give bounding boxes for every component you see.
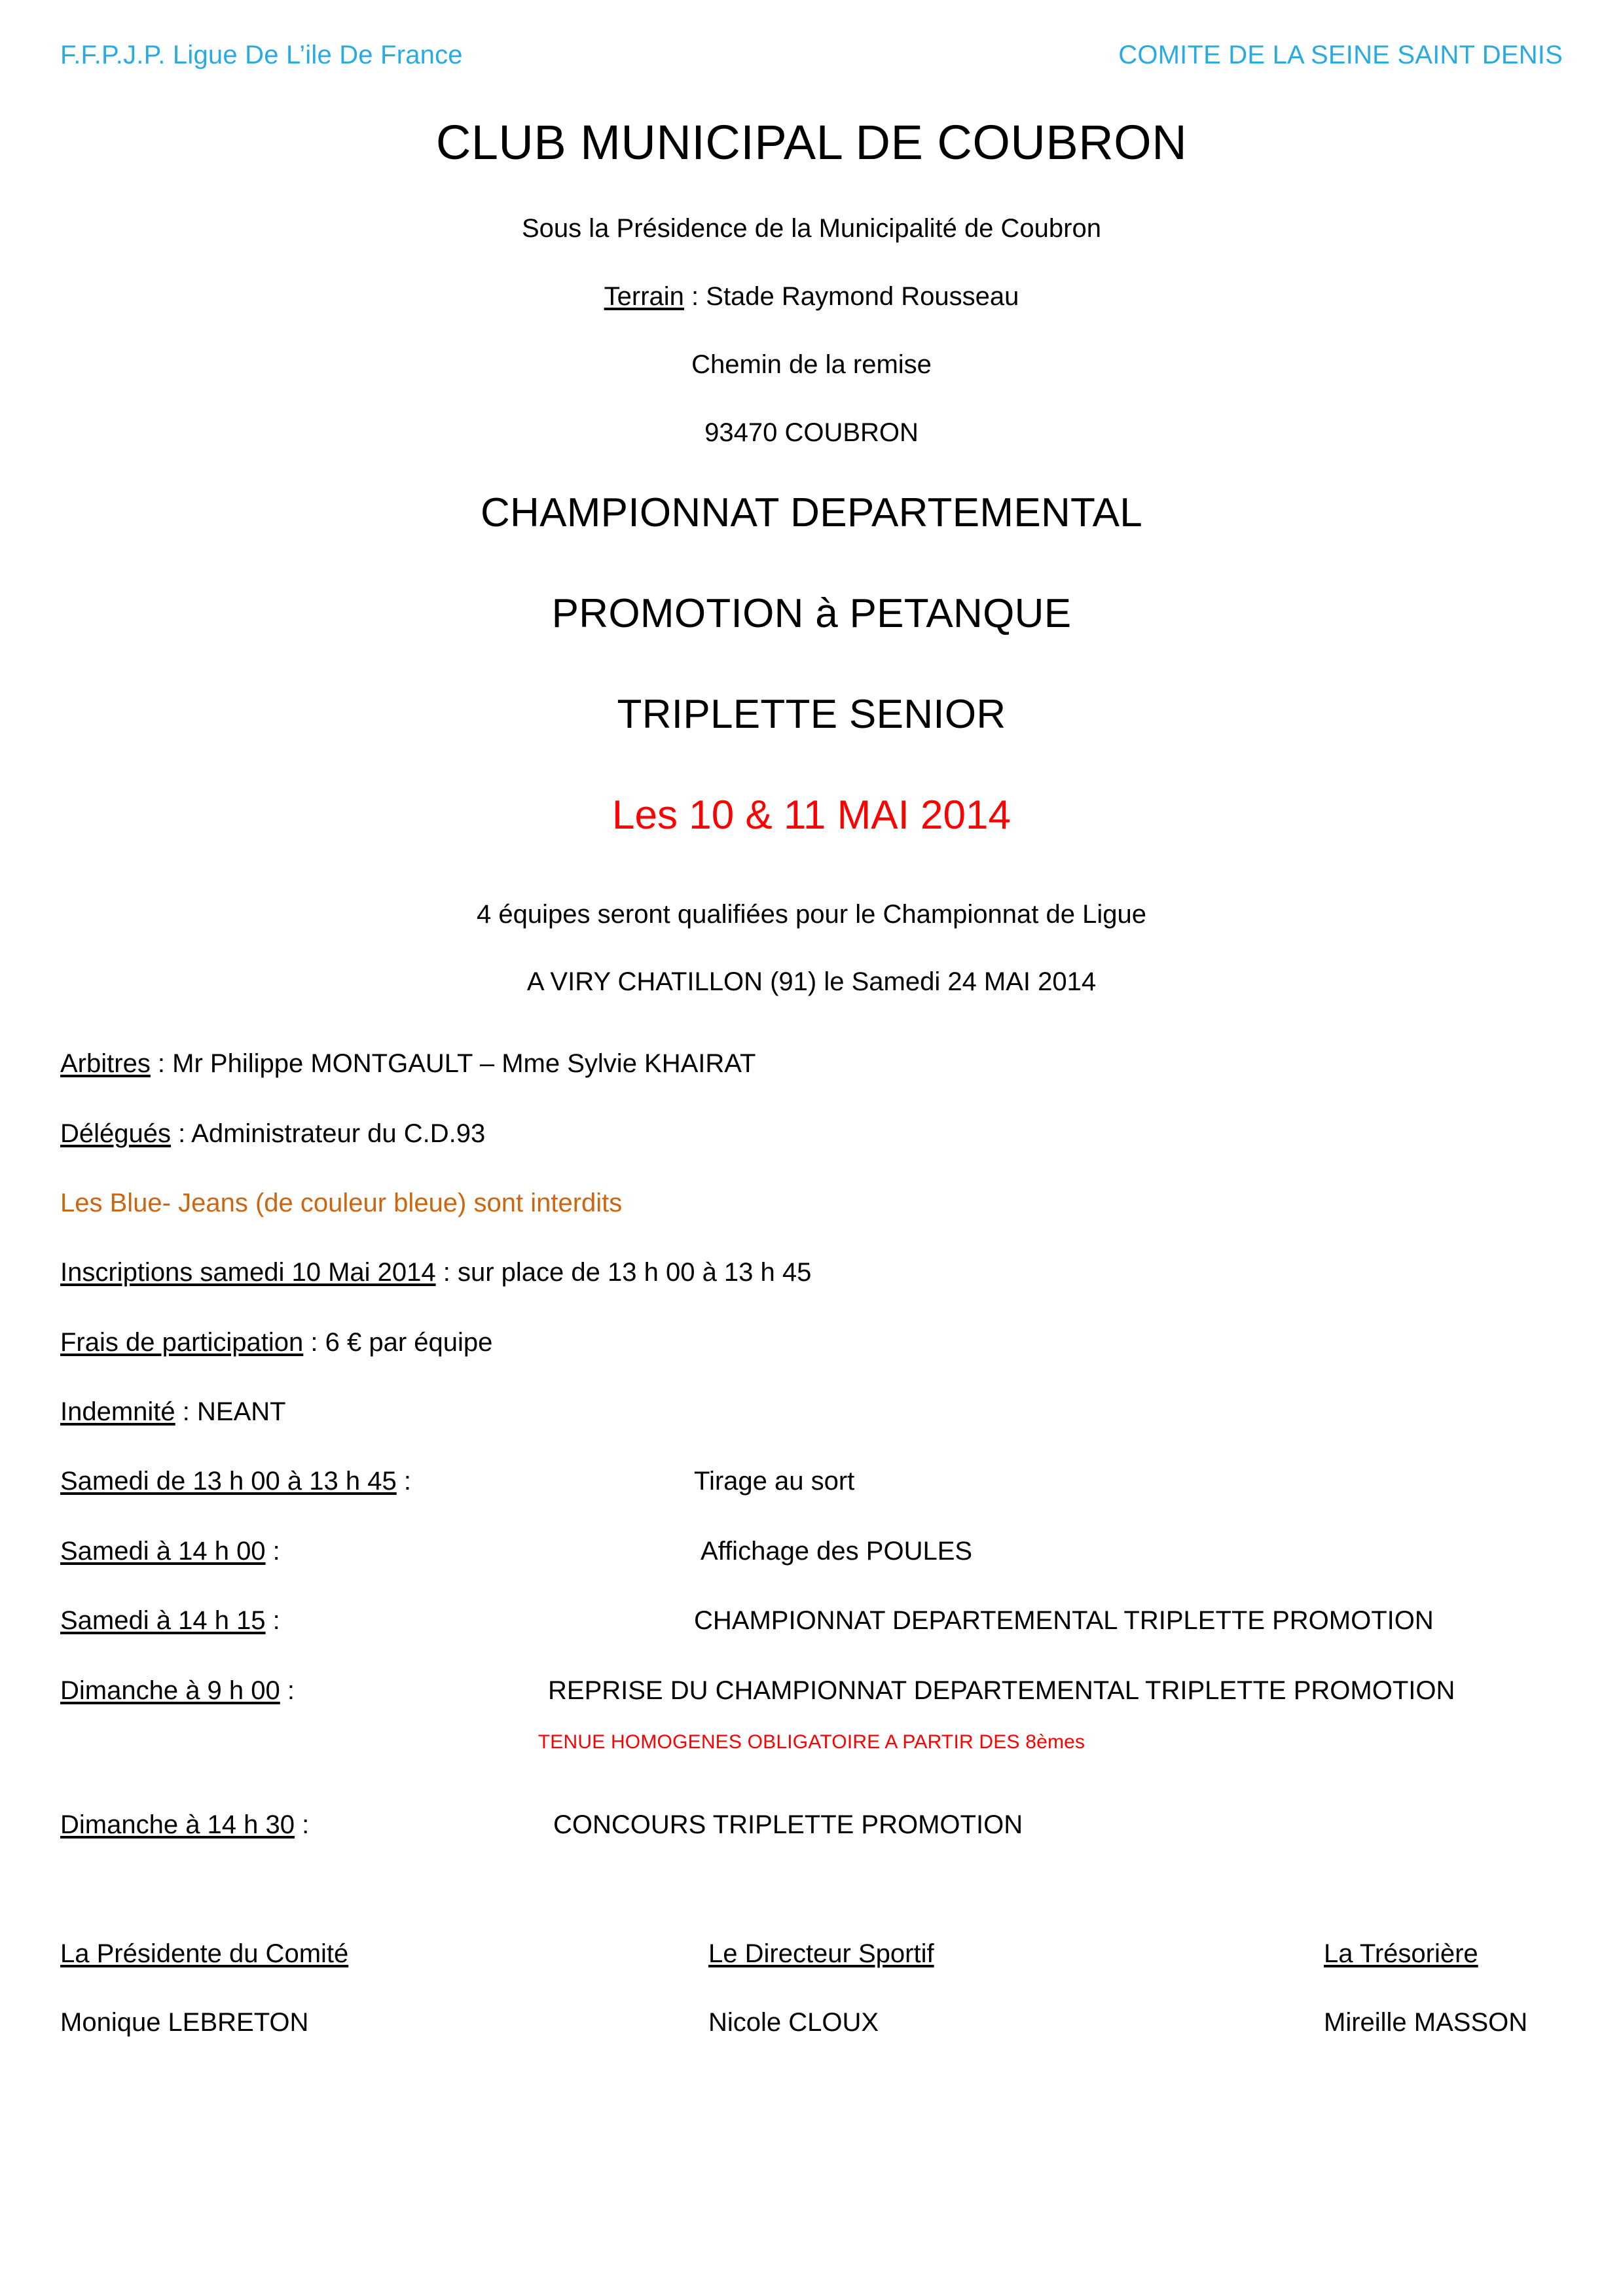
page-header bbox=[60, 41, 1563, 70]
registration-value: : sur place de 13 h 00 à 13 h 45 bbox=[435, 1258, 812, 1287]
schedule-time-suffix: : bbox=[396, 1467, 411, 1496]
signature-name-treasurer: Mireille MASSON bbox=[1324, 2008, 1528, 2037]
registration-label: Inscriptions samedi 10 Mai 2014 bbox=[60, 1258, 436, 1287]
entry-fee-line bbox=[60, 1328, 492, 1357]
venue-street: Chemin de la remise bbox=[691, 350, 932, 379]
venue-line bbox=[0, 282, 1623, 312]
schedule-time-label: Samedi à 14 h 00 bbox=[60, 1537, 266, 1566]
schedule-time-label: Samedi à 14 h 15 bbox=[60, 1606, 266, 1635]
indemnity-label: Indemnité bbox=[60, 1397, 175, 1426]
signature-name-president: Monique LEBRETON bbox=[60, 2008, 309, 2037]
signature-title-sport-director: Le Directeur Sportif bbox=[708, 1939, 934, 1968]
delegates-value: : Administrateur du C.D.93 bbox=[171, 1119, 486, 1148]
event-title-line-1: CHAMPIONNAT DEPARTEMENTAL bbox=[480, 490, 1143, 535]
schedule-activity: CHAMPIONNAT DEPARTEMENTAL TRIPLETTE PROMOTION bbox=[694, 1606, 1434, 1635]
schedule-row bbox=[60, 1606, 1563, 1636]
presidency-line: Sous la Présidence de la Municipalité de Coubron bbox=[522, 214, 1101, 243]
event-title-line-3: TRIPLETTE SENIOR bbox=[617, 692, 1006, 737]
event-title-line-2: PROMOTION à PETANQUE bbox=[551, 591, 1072, 636]
schedule-time bbox=[60, 1676, 295, 1706]
schedule-time-label: Dimanche à 9 h 00 bbox=[60, 1676, 280, 1705]
entry-fee-label: Frais de participation bbox=[60, 1328, 304, 1357]
schedule-activity: REPRISE DU CHAMPIONNAT DEPARTEMENTAL TRIPLETTE PROMOTION bbox=[548, 1676, 1455, 1705]
entry-fee-value: : 6 € par équipe bbox=[303, 1328, 493, 1357]
signature-title-president: La Présidente du Comité bbox=[60, 1939, 349, 1968]
schedule-activity: Tirage au sort bbox=[694, 1467, 855, 1496]
indemnity-value: : NEANT bbox=[175, 1397, 286, 1426]
schedule-time-suffix: : bbox=[265, 1606, 280, 1635]
venue-value: : Stade Raymond Rousseau bbox=[684, 282, 1019, 311]
schedule-time bbox=[60, 1467, 411, 1496]
header-committee-label: COMITE DE LA SEINE SAINT DENIS bbox=[1118, 41, 1563, 69]
delegates-line bbox=[60, 1119, 485, 1149]
signature-name-sport-director: Nicole CLOUX bbox=[708, 2008, 879, 2037]
registration-line bbox=[60, 1258, 811, 1287]
schedule-time-suffix: : bbox=[265, 1537, 280, 1566]
page-title: CLUB MUNICIPAL DE COUBRON bbox=[435, 115, 1188, 170]
schedule-time bbox=[60, 1606, 280, 1636]
referees-label: Arbitres bbox=[60, 1049, 151, 1078]
delegates-label: Délégués bbox=[60, 1119, 172, 1148]
schedule-row bbox=[60, 1467, 1563, 1496]
uniform-notice: TENUE HOMOGENES OBLIGATOIRE A PARTIR DES 8èmes bbox=[538, 1731, 1085, 1753]
referees-value: : Mr Philippe MONTGAULT – Mme Sylvie KHAIRAT bbox=[150, 1049, 756, 1078]
schedule-activity: CONCOURS TRIPLETTE PROMOTION bbox=[553, 1810, 1023, 1839]
schedule-time-suffix: : bbox=[280, 1676, 295, 1705]
schedule-time-label: Dimanche à 14 h 30 bbox=[60, 1810, 295, 1839]
event-date: Les 10 & 11 MAI 2014 bbox=[612, 793, 1011, 838]
indemnity-line bbox=[60, 1397, 286, 1427]
venue-postal-city: 93470 COUBRON bbox=[704, 418, 919, 447]
schedule-time bbox=[60, 1537, 280, 1566]
qualification-note: 4 équipes seront qualifiées pour le Championnat de Ligue bbox=[477, 900, 1146, 929]
schedule-time-suffix: : bbox=[295, 1810, 310, 1839]
schedule-time bbox=[60, 1810, 309, 1840]
venue-label: Terrain bbox=[604, 282, 684, 311]
dress-code-warning: Les Blue- Jeans (de couleur bleue) sont interdits bbox=[60, 1189, 623, 1217]
schedule-row bbox=[60, 1537, 1563, 1566]
schedule-row bbox=[60, 1810, 1563, 1840]
schedule-activity: Affichage des POULES bbox=[701, 1537, 973, 1566]
league-venue-note: A VIRY CHATILLON (91) le Samedi 24 MAI 2014 bbox=[526, 967, 1097, 996]
header-league-label: F.F.P.J.P. Ligue De L’ile De France bbox=[60, 41, 463, 69]
schedule-time-label: Samedi de 13 h 00 à 13 h 45 bbox=[60, 1467, 397, 1496]
signature-title-treasurer: La Trésorière bbox=[1324, 1939, 1478, 1968]
schedule-row bbox=[60, 1676, 1563, 1706]
referees-line bbox=[60, 1049, 756, 1079]
